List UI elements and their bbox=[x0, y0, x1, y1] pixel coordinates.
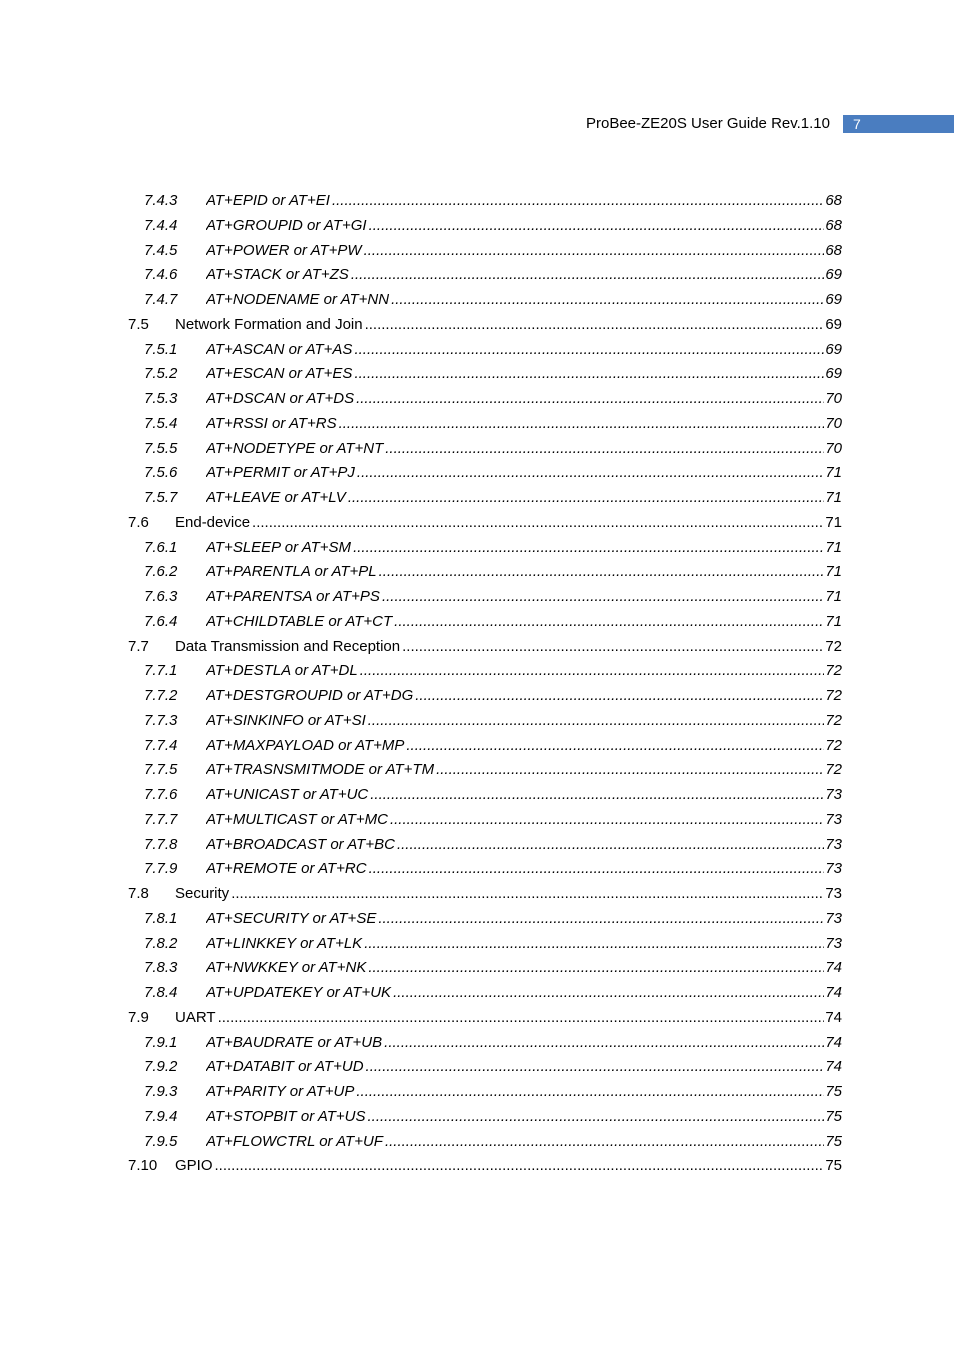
toc-entry-page-number: 73 bbox=[825, 835, 842, 853]
toc-entry-title: AT+LEAVE or AT+LV bbox=[206, 489, 346, 506]
toc-entry-number: 7.7.5 bbox=[144, 761, 178, 779]
toc-entry-line bbox=[175, 1006, 842, 1031]
toc-entry-line bbox=[206, 1055, 842, 1080]
toc-entry-page-number: 72 bbox=[825, 736, 842, 754]
dot-leader bbox=[436, 758, 824, 783]
toc-subsection-entry[interactable] bbox=[0, 1105, 954, 1130]
toc-entry-line bbox=[206, 808, 842, 833]
toc-entry-number: 7.7.9 bbox=[144, 860, 178, 878]
toc-entry-number: 7.5.2 bbox=[144, 365, 178, 383]
toc-entry-page-number: 68 bbox=[825, 192, 842, 209]
toc-entry-line bbox=[175, 313, 842, 338]
toc-subsection-entry[interactable] bbox=[0, 1130, 954, 1155]
toc-entry-number: 7.6.1 bbox=[144, 538, 178, 556]
toc-entry-page-number: 70 bbox=[825, 390, 842, 407]
toc-entry-page-number: 71 bbox=[825, 464, 842, 482]
toc-entry-title: AT+NODENAME or AT+NN bbox=[206, 291, 390, 308]
toc-entry-number: 7.5.3 bbox=[144, 390, 178, 407]
toc-entry-page-number: 70 bbox=[825, 414, 842, 432]
toc-entry-title: AT+UNICAST or AT+UC bbox=[206, 786, 369, 803]
toc-entry-title: GPIO bbox=[175, 1157, 213, 1175]
toc-subsection-entry[interactable] bbox=[0, 412, 954, 437]
toc-subsection-entry[interactable] bbox=[0, 659, 954, 684]
toc-entry-page-number: 72 bbox=[825, 637, 842, 655]
toc-entry-line bbox=[206, 362, 842, 387]
dot-leader bbox=[406, 734, 824, 759]
toc-subsection-entry[interactable] bbox=[0, 486, 954, 511]
toc-entry-page-number: 71 bbox=[825, 489, 842, 506]
dot-leader bbox=[391, 288, 824, 313]
toc-entry-line bbox=[206, 214, 842, 239]
dot-leader bbox=[384, 1031, 824, 1056]
toc-entry-page-number: 75 bbox=[825, 1107, 842, 1125]
document-title: ProBee-ZE20S User Guide Rev.1.10 bbox=[585, 115, 830, 132]
toc-subsection-entry[interactable] bbox=[0, 808, 954, 833]
toc-entry-line bbox=[206, 709, 842, 734]
toc-entry-title: AT+UPDATEKEY or AT+UK bbox=[206, 984, 392, 1001]
toc-entry-number: 7.10 bbox=[128, 1157, 158, 1175]
toc-section-entry[interactable] bbox=[0, 1154, 954, 1179]
dot-leader bbox=[415, 684, 824, 709]
toc-entry-number: 7.9.1 bbox=[144, 1033, 178, 1051]
toc-entry-page-number: 70 bbox=[825, 439, 842, 457]
toc-entry-page-number: 71 bbox=[825, 538, 842, 556]
toc-entry-line bbox=[206, 263, 842, 288]
toc-entry-line bbox=[206, 833, 842, 858]
toc-subsection-entry[interactable] bbox=[0, 758, 954, 783]
dot-leader bbox=[351, 263, 825, 288]
toc-entry-line bbox=[206, 486, 842, 511]
toc-subsection-entry[interactable] bbox=[0, 338, 954, 363]
toc-entry-line bbox=[206, 956, 842, 981]
toc-entry-number: 7.5.1 bbox=[144, 340, 178, 358]
table-of-contents bbox=[0, 189, 954, 1179]
toc-entry-page-number: 75 bbox=[825, 1157, 842, 1175]
toc-entry-title: AT+GROUPID or AT+GI bbox=[206, 216, 367, 234]
toc-entry-page-number: 69 bbox=[825, 315, 842, 333]
dot-leader bbox=[394, 610, 824, 635]
toc-entry-line bbox=[206, 239, 842, 264]
toc-subsection-entry[interactable] bbox=[0, 907, 954, 932]
toc-entry-title: AT+DESTGROUPID or AT+DG bbox=[206, 687, 414, 704]
dot-leader bbox=[366, 1055, 825, 1080]
toc-entry-page-number: 73 bbox=[825, 810, 842, 828]
toc-subsection-entry[interactable] bbox=[0, 239, 954, 264]
toc-entry-title: AT+DSCAN or AT+DS bbox=[206, 390, 355, 407]
toc-subsection-entry[interactable] bbox=[0, 783, 954, 808]
toc-entry-line bbox=[206, 1130, 842, 1155]
toc-entry-page-number: 74 bbox=[825, 1033, 842, 1051]
toc-entry-title: AT+ASCAN or AT+AS bbox=[206, 340, 353, 358]
toc-entry-title: AT+SLEEP or AT+SM bbox=[206, 538, 352, 556]
toc-subsection-entry[interactable] bbox=[0, 684, 954, 709]
toc-entry-page-number: 68 bbox=[825, 241, 842, 259]
toc-subsection-entry[interactable] bbox=[0, 981, 954, 1006]
toc-entry-title: AT+ESCAN or AT+ES bbox=[206, 365, 353, 383]
toc-entry-number: 7.7.4 bbox=[144, 736, 178, 754]
toc-entry-number: 7.4.3 bbox=[144, 192, 178, 209]
toc-entry-number: 7.9.4 bbox=[144, 1107, 178, 1125]
toc-subsection-entry[interactable] bbox=[0, 214, 954, 239]
toc-entry-line bbox=[175, 882, 842, 907]
toc-entry-page-number: 71 bbox=[825, 612, 842, 630]
dot-leader bbox=[354, 338, 824, 363]
toc-entry-title: AT+SECURITY or AT+SE bbox=[206, 909, 377, 927]
toc-entry-title: AT+EPID or AT+EI bbox=[206, 192, 330, 209]
toc-entry-title: AT+NWKKEY or AT+NK bbox=[206, 959, 367, 977]
toc-entry-title: AT+TRASNSMITMODE or AT+TM bbox=[206, 761, 435, 779]
toc-entry-page-number: 72 bbox=[825, 687, 842, 704]
toc-entry-page-number: 71 bbox=[825, 588, 842, 605]
toc-subsection-entry[interactable] bbox=[0, 560, 954, 585]
toc-entry-number: 7.7.8 bbox=[144, 835, 178, 853]
toc-entry-number: 7.5.7 bbox=[144, 489, 178, 506]
dot-leader bbox=[385, 437, 824, 462]
toc-entry-title: AT+NODETYPE or AT+NT bbox=[206, 439, 384, 457]
toc-entry-page-number: 73 bbox=[825, 934, 842, 952]
toc-entry-number: 7.4.4 bbox=[144, 216, 178, 234]
toc-entry-title: AT+POWER or AT+PW bbox=[206, 241, 362, 259]
toc-entry-line bbox=[175, 635, 842, 660]
toc-entry-line bbox=[206, 189, 842, 214]
toc-entry-title: AT+BROADCAST or AT+BC bbox=[206, 835, 395, 853]
dot-leader bbox=[356, 1080, 824, 1105]
dot-leader bbox=[402, 635, 824, 660]
toc-entry-title: AT+SINKINFO or AT+SI bbox=[206, 711, 366, 729]
dot-leader bbox=[379, 560, 825, 585]
toc-entry-line bbox=[206, 932, 842, 957]
dot-leader bbox=[215, 1154, 825, 1179]
dot-leader bbox=[353, 536, 824, 561]
dot-leader bbox=[348, 486, 825, 511]
toc-entry-number: 7.4.5 bbox=[144, 241, 178, 259]
toc-entry-line bbox=[206, 560, 842, 585]
toc-entry-title: AT+REMOTE or AT+RC bbox=[206, 860, 367, 878]
toc-entry-page-number: 73 bbox=[825, 909, 842, 927]
dot-leader bbox=[218, 1006, 825, 1031]
page-number-badge: 7 bbox=[843, 115, 954, 133]
toc-section-entry[interactable] bbox=[0, 635, 954, 660]
toc-subsection-entry[interactable] bbox=[0, 288, 954, 313]
toc-entry-line bbox=[206, 659, 842, 684]
toc-entry-page-number: 71 bbox=[825, 513, 842, 531]
toc-entry-line bbox=[206, 857, 842, 882]
toc-section-entry[interactable] bbox=[0, 882, 954, 907]
dot-leader bbox=[231, 882, 824, 907]
toc-entry-page-number: 74 bbox=[825, 984, 842, 1001]
dot-leader bbox=[357, 461, 824, 486]
toc-entry-number: 7.8 bbox=[128, 885, 149, 902]
toc-entry-title: AT+CHILDTABLE or AT+CT bbox=[206, 612, 393, 630]
toc-subsection-entry[interactable] bbox=[0, 734, 954, 759]
dot-leader bbox=[332, 189, 824, 214]
toc-entry-number: 7.6.2 bbox=[144, 563, 178, 581]
dot-leader bbox=[356, 387, 824, 412]
dot-leader bbox=[364, 932, 824, 957]
toc-entry-line bbox=[206, 412, 842, 437]
toc-entry-page-number: 69 bbox=[825, 291, 842, 308]
toc-entry-title: AT+PARENTLA or AT+PL bbox=[206, 563, 377, 581]
toc-entry-number: 7.7.3 bbox=[144, 711, 178, 729]
toc-entry-title: AT+FLOWCTRL or AT+UF bbox=[206, 1132, 383, 1150]
toc-entry-line bbox=[175, 511, 842, 536]
toc-entry-page-number: 73 bbox=[825, 786, 842, 803]
toc-entry-title: AT+PERMIT or AT+PJ bbox=[206, 464, 355, 482]
toc-subsection-entry[interactable] bbox=[0, 387, 954, 412]
toc-entry-title: Network Formation and Join bbox=[175, 315, 363, 333]
toc-section-entry[interactable] bbox=[0, 511, 954, 536]
toc-subsection-entry[interactable] bbox=[0, 956, 954, 981]
toc-entry-title: AT+DESTLA or AT+DL bbox=[206, 662, 358, 680]
toc-entry-page-number: 69 bbox=[825, 365, 842, 383]
toc-entry-line bbox=[206, 610, 842, 635]
toc-entry-number: 7.4.7 bbox=[144, 291, 178, 308]
toc-entry-page-number: 72 bbox=[825, 662, 842, 680]
toc-entry-number: 7.8.3 bbox=[144, 959, 178, 977]
dot-leader bbox=[252, 511, 824, 536]
toc-entry-page-number: 75 bbox=[825, 1083, 842, 1100]
toc-entry-title: AT+PARITY or AT+UP bbox=[206, 1083, 355, 1100]
toc-entry-number: 7.8.1 bbox=[144, 909, 178, 927]
toc-entry-number: 7.5.5 bbox=[144, 439, 178, 457]
toc-subsection-entry[interactable] bbox=[0, 585, 954, 610]
toc-entry-number: 7.8.2 bbox=[144, 934, 178, 952]
toc-entry-number: 7.9.3 bbox=[144, 1083, 178, 1100]
toc-entry-title: UART bbox=[175, 1008, 216, 1026]
toc-entry-page-number: 74 bbox=[825, 959, 842, 977]
toc-entry-number: 7.6 bbox=[128, 513, 149, 531]
dot-leader bbox=[368, 709, 825, 734]
toc-subsection-entry[interactable] bbox=[0, 1080, 954, 1105]
toc-entry-number: 7.5 bbox=[128, 315, 149, 333]
toc-entry-title: AT+BAUDRATE or AT+UB bbox=[206, 1033, 383, 1051]
toc-entry-page-number: 74 bbox=[825, 1058, 842, 1076]
toc-entry-number: 7.7.2 bbox=[144, 687, 178, 704]
toc-subsection-entry[interactable] bbox=[0, 857, 954, 882]
toc-entry-page-number: 73 bbox=[825, 885, 842, 902]
toc-entry-number: 7.9.2 bbox=[144, 1058, 178, 1076]
toc-subsection-entry[interactable] bbox=[0, 1031, 954, 1056]
toc-entry-page-number: 75 bbox=[825, 1132, 842, 1150]
toc-entry-page-number: 68 bbox=[825, 216, 842, 234]
dot-leader bbox=[370, 783, 824, 808]
toc-entry-number: 7.7.6 bbox=[144, 786, 178, 803]
toc-entry-line bbox=[206, 783, 842, 808]
toc-entry-line bbox=[206, 907, 842, 932]
toc-entry-title: AT+PARENTSA or AT+PS bbox=[206, 588, 380, 605]
toc-entry-number: 7.7 bbox=[128, 637, 149, 655]
dot-leader bbox=[397, 833, 824, 858]
dot-leader bbox=[354, 362, 824, 387]
toc-entry-number: 7.7.7 bbox=[144, 810, 178, 828]
toc-entry-title: Data Transmission and Reception bbox=[175, 637, 401, 655]
toc-entry-line bbox=[206, 461, 842, 486]
toc-entry-line bbox=[206, 338, 842, 363]
toc-entry-line bbox=[206, 585, 842, 610]
toc-entry-line bbox=[206, 734, 842, 759]
dot-leader bbox=[393, 981, 824, 1006]
toc-entry-number: 7.9 bbox=[128, 1008, 149, 1026]
dot-leader bbox=[382, 585, 824, 610]
dot-leader bbox=[368, 1105, 825, 1130]
toc-entry-page-number: 73 bbox=[825, 860, 842, 878]
dot-leader bbox=[369, 857, 825, 882]
toc-entry-title: End-device bbox=[175, 513, 251, 531]
dot-leader bbox=[390, 808, 824, 833]
toc-entry-line bbox=[206, 288, 842, 313]
dot-leader bbox=[369, 214, 825, 239]
toc-subsection-entry[interactable] bbox=[0, 536, 954, 561]
toc-subsection-entry[interactable] bbox=[0, 189, 954, 214]
toc-entry-line bbox=[206, 1031, 842, 1056]
toc-subsection-entry[interactable] bbox=[0, 1055, 954, 1080]
dot-leader bbox=[360, 659, 825, 684]
toc-entry-title: AT+MULTICAST or AT+MC bbox=[206, 810, 388, 828]
toc-entry-page-number: 69 bbox=[825, 266, 842, 284]
toc-entry-line bbox=[206, 536, 842, 561]
toc-entry-title: AT+RSSI or AT+RS bbox=[206, 414, 337, 432]
toc-entry-number: 7.9.5 bbox=[144, 1132, 178, 1150]
toc-section-entry[interactable] bbox=[0, 313, 954, 338]
page-header bbox=[0, 114, 954, 134]
toc-entry-page-number: 72 bbox=[825, 711, 842, 729]
toc-entry-title: AT+STOPBIT or AT+US bbox=[206, 1107, 366, 1125]
toc-entry-number: 7.4.6 bbox=[144, 266, 178, 284]
toc-entry-title: AT+LINKKEY or AT+LK bbox=[206, 934, 363, 952]
toc-section-entry[interactable] bbox=[0, 1006, 954, 1031]
toc-subsection-entry[interactable] bbox=[0, 932, 954, 957]
toc-entry-line bbox=[175, 1154, 842, 1179]
toc-entry-line bbox=[206, 437, 842, 462]
dot-leader bbox=[378, 907, 824, 932]
toc-entry-number: 7.5.4 bbox=[144, 414, 178, 432]
toc-entry-title: Security bbox=[175, 885, 230, 902]
toc-entry-line bbox=[206, 684, 842, 709]
toc-entry-number: 7.5.6 bbox=[144, 464, 178, 482]
toc-entry-page-number: 74 bbox=[825, 1008, 842, 1026]
toc-entry-number: 7.7.1 bbox=[144, 662, 178, 680]
toc-entry-title: AT+DATABIT or AT+UD bbox=[206, 1058, 364, 1076]
toc-entry-line bbox=[206, 981, 842, 1006]
toc-entry-page-number: 71 bbox=[825, 563, 842, 581]
toc-subsection-entry[interactable] bbox=[0, 833, 954, 858]
toc-entry-number: 7.6.4 bbox=[144, 612, 178, 630]
toc-entry-line bbox=[206, 758, 842, 783]
dot-leader bbox=[368, 956, 824, 981]
dot-leader bbox=[385, 1130, 824, 1155]
toc-entry-number: 7.6.3 bbox=[144, 588, 178, 605]
toc-entry-line bbox=[206, 1080, 842, 1105]
toc-entry-line bbox=[206, 1105, 842, 1130]
toc-entry-line bbox=[206, 387, 842, 412]
toc-entry-number: 7.8.4 bbox=[144, 984, 178, 1001]
toc-subsection-entry[interactable] bbox=[0, 709, 954, 734]
toc-subsection-entry[interactable] bbox=[0, 263, 954, 288]
dot-leader bbox=[365, 313, 825, 338]
toc-entry-title: AT+MAXPAYLOAD or AT+MP bbox=[206, 736, 405, 754]
toc-subsection-entry[interactable] bbox=[0, 437, 954, 462]
toc-entry-page-number: 69 bbox=[825, 340, 842, 358]
toc-subsection-entry[interactable] bbox=[0, 461, 954, 486]
dot-leader bbox=[339, 412, 825, 437]
toc-subsection-entry[interactable] bbox=[0, 610, 954, 635]
toc-entry-page-number: 72 bbox=[825, 761, 842, 779]
dot-leader bbox=[364, 239, 825, 264]
toc-subsection-entry[interactable] bbox=[0, 362, 954, 387]
toc-entry-title: AT+STACK or AT+ZS bbox=[206, 266, 349, 284]
